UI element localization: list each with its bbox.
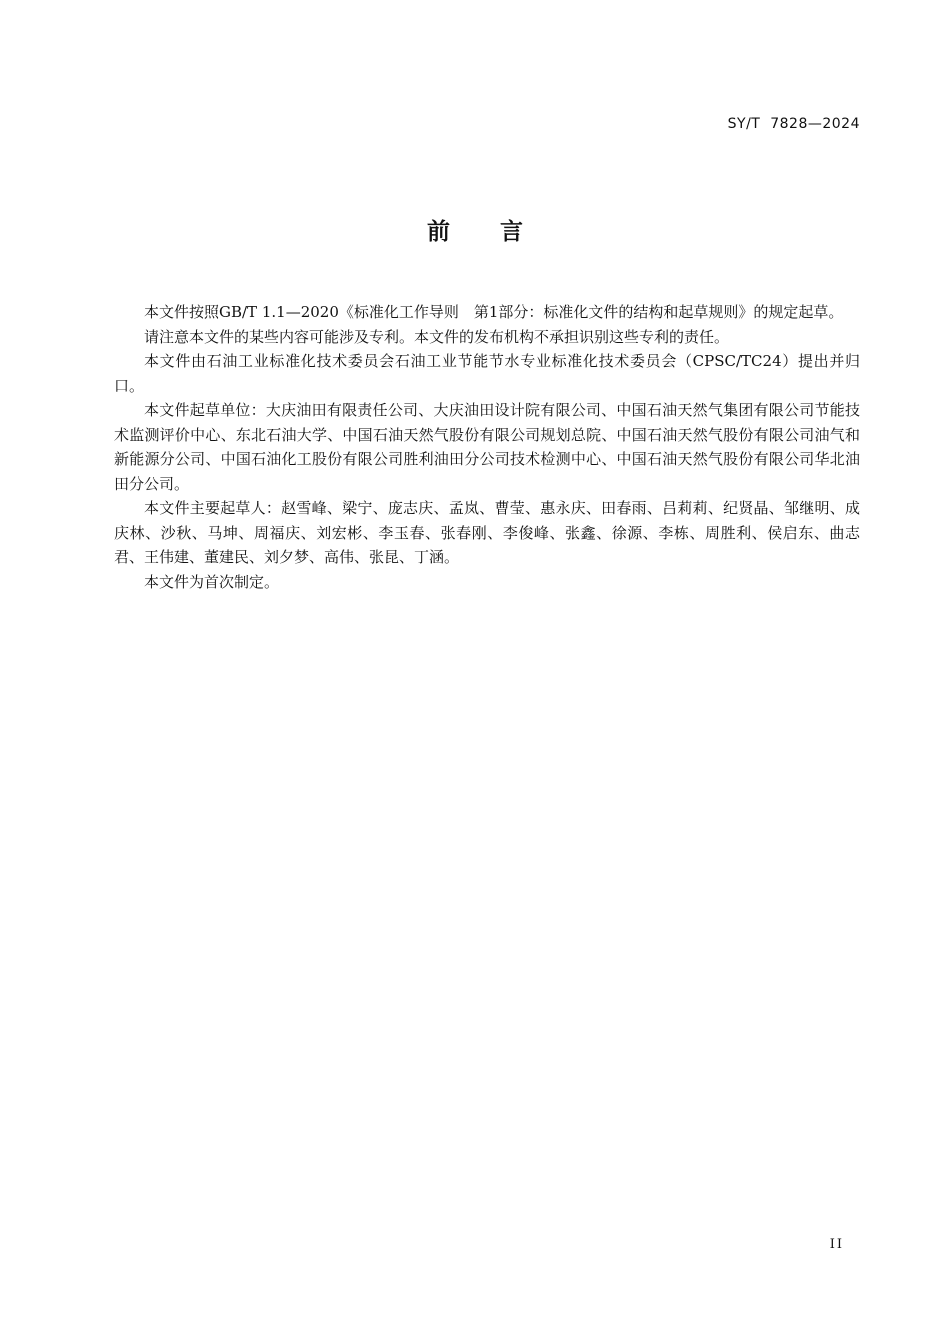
foreword-body	[114, 300, 860, 594]
paragraph-drafting-rules: 本文件按照GB/T 1.1—2020《标准化工作导则 第1部分：标准化文件的结构和起草规则》的规定起草。	[144, 303, 844, 321]
paragraph-drafters: 本文件主要起草人：赵雪峰、梁宁、庞志庆、孟岚、曹莹、惠永庆、田春雨、吕莉莉、纪贤晶、邹继明、成庆林、沙秋、马坤、周福庆、刘宏彬、李玉春、张春刚、李俊峰、张鑫、徐源、李栋、周胜利、侯启东、曲志君、王伟建、董建民、刘夕梦、高伟、张昆、丁涵。	[114, 499, 860, 566]
paragraph-first-edition: 本文件为首次制定。	[144, 572, 280, 591]
paragraph-proposer: 本文件由石油工业标准化技术委员会石油工业节能节水专业标准化技术委员会（CPSC/TC24）提出并归口。	[114, 352, 860, 395]
paragraph-drafting-units: 本文件起草单位：大庆油田有限责任公司、大庆油田设计院有限公司、中国石油天然气集团有限公司节能技术监测评价中心、东北石油大学、中国石油天然气股份有限公司规划总院、中国石油天然气股份有限公司油气和新能源分公司、中国石油化工股份有限公司胜利油田分公司技术检测中心、中国石油天然气股份有限公司华北油田分公司。	[114, 401, 860, 493]
paragraph-patent-notice: 请注意本文件的某些内容可能涉及专利。本文件的发布机构不承担识别这些专利的责任。	[144, 327, 730, 346]
page-number: II	[829, 1237, 844, 1252]
page-title: 前言	[427, 219, 573, 245]
standard-code: SY/T 7828—2024	[727, 116, 860, 132]
